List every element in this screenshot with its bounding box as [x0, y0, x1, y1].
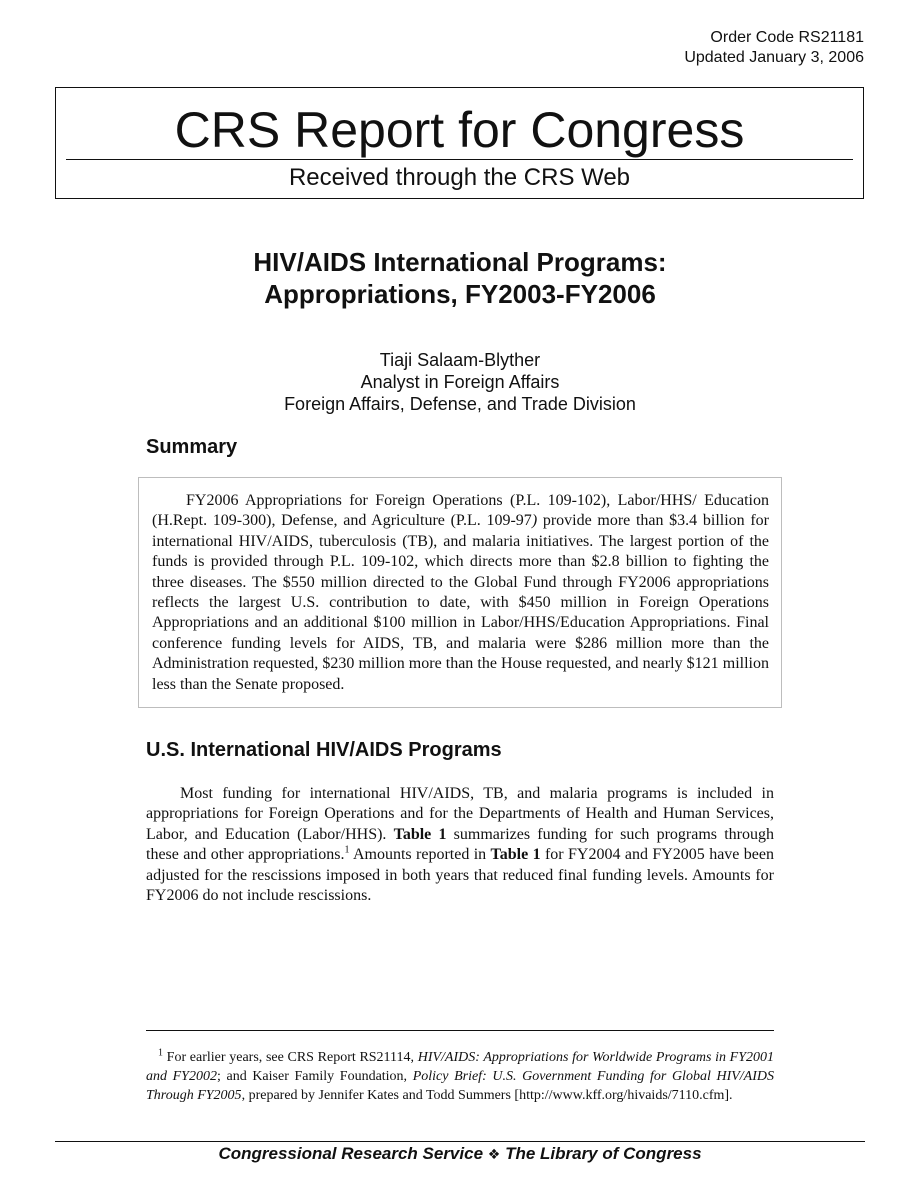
table-reference-2: Table 1	[490, 846, 541, 864]
programs-heading: U.S. International HIV/AIDS Programs	[146, 739, 502, 761]
author-division: Foreign Affairs, Defense, and Trade Division	[284, 394, 636, 414]
footnote-divider	[146, 1030, 774, 1031]
table-reference-1: Table 1	[393, 825, 447, 843]
summary-heading: Summary	[146, 436, 238, 458]
programs-text-3: Amounts reported in	[349, 846, 491, 864]
report-banner	[55, 87, 864, 199]
footnote-number: 1	[158, 1047, 163, 1059]
banner-title: CRS Report for Congress	[174, 102, 745, 158]
programs-paragraph	[146, 784, 774, 906]
programs-text-4: for FY2004 and FY2005 have been adjusted for the rescissions imposed in both years that reduced final funding levels. Amounts for FY2006 do not include rescissions.	[146, 846, 774, 905]
banner-subtitle: Received through the CRS Web	[288, 164, 631, 191]
page-footer	[0, 1143, 920, 1165]
order-info	[684, 28, 864, 68]
summary-text-part2: provide more than $3.4 billion for international HIV/AIDS, tuberculosis (TB), and malaria initiatives. The largest portion of the funds is provided through P.L. 109-102, which directs more than $2.8 billion to fighting the three diseases. The $550 million directed to the Global Fund through FY2006 appropriations reflects the largest U.S. contribution to date, with $450 million in Foreign Operations Appropriations and an additional $100 million in Labor/HHS/Education Appropriations. Final conference funding levels for AIDS, TB, and malaria were $286 million more than the Administration requested, $230 million more than the House requested, and nearly $121 million less than the Senate proposed.	[152, 512, 769, 693]
footnote-brief-title: Policy Brief: U.S. Government Funding for Global HIV/AIDS Through FY2005	[146, 1069, 774, 1103]
author-block	[0, 349, 920, 415]
footer-crs: Congressional Research Service	[218, 1144, 484, 1163]
footnote	[146, 1048, 774, 1105]
order-code: Order Code RS21181	[710, 29, 864, 46]
footer-loc: The Library of Congress	[505, 1144, 702, 1163]
summary-text	[152, 491, 769, 695]
footnote-text-2: ; and Kaiser Family Foundation,	[216, 1069, 413, 1084]
footnote-report-title: HIV/AIDS: Appropriations for Worldwide Programs in FY2001 and FY2002	[146, 1050, 775, 1084]
summary-text-part1: FY2006 Appropriations for Foreign Operations (P.L. 109-102), Labor/HHS/ Education (H.Rept. 109-300), Defense, and Agriculture (P.L. 109-97	[152, 492, 769, 530]
banner-divider	[66, 159, 853, 160]
programs-text-1: Most funding for international HIV/AIDS, TB, and malaria programs is included in appropriations for Foreign Operations and for the Departments of Health and Human Services, Labor, and Education (Labor/HHS).	[146, 785, 774, 843]
document-title	[0, 246, 920, 310]
summary-paren: )	[531, 512, 538, 530]
footer-divider	[55, 1141, 865, 1142]
footnote-marker[interactable]: 1	[344, 844, 350, 856]
diamond-icon: ❖	[487, 1146, 501, 1162]
summary-box	[138, 477, 782, 708]
updated-date: Updated January 3, 2006	[684, 49, 864, 66]
programs-text-2: summarizes funding for such programs through these and other appropriations.	[146, 825, 775, 864]
footnote-text-3: , prepared by Jennifer Kates and Todd Summers [http://www.kff.org/hivaids/7110.cfm].	[241, 1088, 733, 1103]
title-line-2: Appropriations, FY2003-FY2006	[264, 279, 656, 309]
author-position: Analyst in Foreign Affairs	[360, 372, 560, 392]
footnote-text-1: For earlier years, see CRS Report RS21114,	[163, 1050, 418, 1065]
title-line-1: HIV/AIDS International Programs:	[253, 247, 667, 277]
author-name: Tiaji Salaam-Blyther	[379, 350, 541, 370]
